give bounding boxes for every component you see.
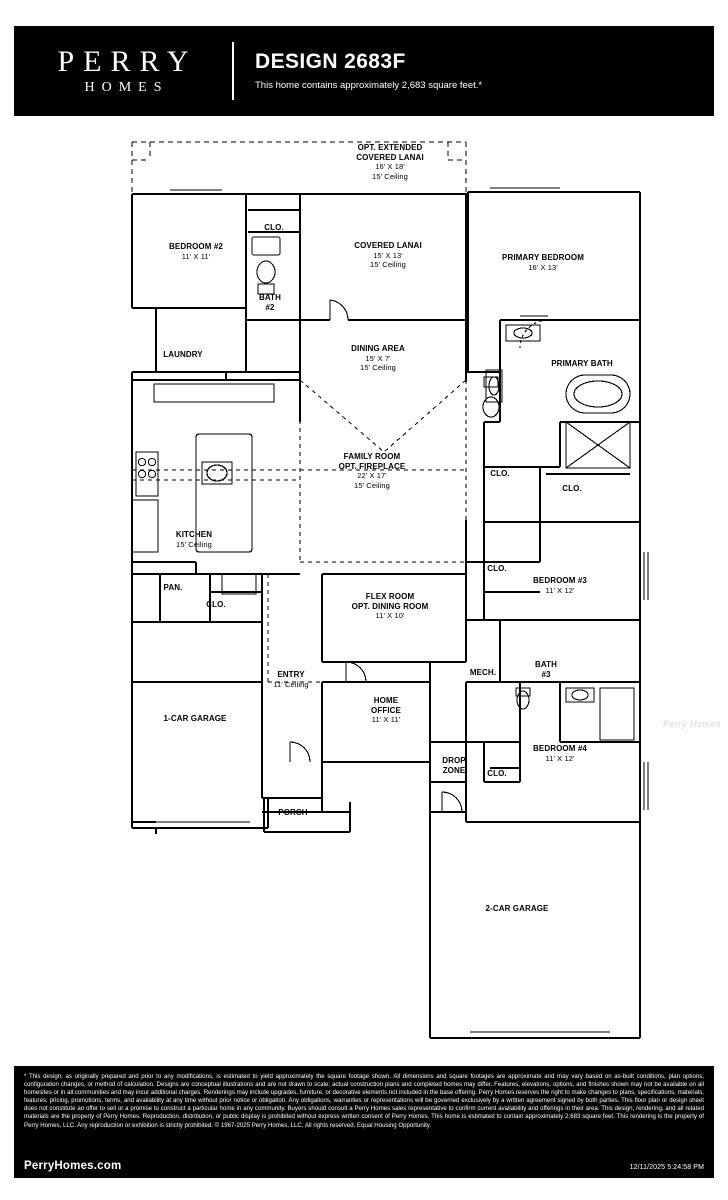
- room-label-line: ENTRY: [277, 670, 305, 679]
- room-label-line: 15' Ceiling: [370, 260, 406, 269]
- room-label-line: 11' X 12': [545, 753, 575, 763]
- website-link[interactable]: PerryHomes.com: [24, 1160, 122, 1172]
- room-label-home-office: [341, 696, 431, 725]
- room-label-line: 11' Ceiling: [273, 679, 309, 689]
- print-timestamp: 12/11/2025 5:24:58 PM: [629, 1164, 704, 1171]
- brand-name-primary: PERRY: [57, 45, 198, 78]
- room-label-line: CLO.: [490, 469, 510, 478]
- room-label-closet-bedroom-4: [479, 769, 515, 779]
- room-label-line: CLO.: [487, 769, 507, 778]
- room-label-closet-hall: [198, 600, 234, 610]
- room-label-line: BATH: [258, 293, 282, 302]
- room-label-line: OPT. EXTENDED: [357, 143, 423, 152]
- room-label-laundry: [148, 350, 218, 360]
- room-label-line: PRIMARY BATH: [551, 359, 613, 368]
- room-label-line: 11' X 11': [181, 251, 211, 261]
- room-label-bath-3: [526, 660, 566, 679]
- room-label-line: CLO.: [206, 600, 226, 609]
- room-label-line: LAUNDRY: [163, 350, 203, 359]
- room-label-line: 15' Ceiling: [354, 480, 390, 490]
- room-label-line: 15' X 13': [373, 250, 403, 260]
- footer-bar: [14, 1066, 714, 1178]
- room-label-line: 15' Ceiling: [372, 171, 408, 181]
- room-label-line: OPT. FIREPLACE: [338, 461, 406, 471]
- room-label-closet-bedroom-3: [479, 564, 515, 574]
- room-label-bath-2: [250, 293, 290, 312]
- header-text-block: [234, 50, 482, 92]
- room-label-line: COVERED LANAI: [354, 241, 422, 250]
- room-label-line: HOME: [373, 696, 399, 705]
- room-label-line: 15' Ceiling: [360, 363, 396, 372]
- room-label-line: 11' X 10': [375, 611, 405, 620]
- room-label-primary-bedroom: [468, 253, 618, 272]
- room-label-line: CLO.: [562, 484, 582, 493]
- room-label-entry: [256, 670, 326, 689]
- room-label-covered-lanai: [328, 241, 448, 270]
- brand-name-secondary: HOMES: [84, 80, 169, 95]
- room-label-line: PORCH: [278, 808, 308, 817]
- room-label-line: 16' X 18': [375, 162, 405, 171]
- room-label-line: OFFICE: [371, 705, 401, 715]
- room-label-line: 15' Ceiling: [176, 539, 212, 549]
- room-label-closet-bedroom-2: [254, 223, 294, 233]
- room-label-garage-2-car: [462, 904, 572, 914]
- perry-homes-logo: [14, 44, 232, 98]
- room-label-garage-1-car: [140, 714, 250, 724]
- room-label-line: ZONE: [442, 765, 466, 775]
- room-label-opt-extended-covered-lanai: [330, 143, 450, 181]
- room-label-line: DINING AREA: [351, 344, 405, 353]
- design-subtitle: This home contains approximately 2,683 square feet.*: [255, 80, 483, 91]
- room-label-line: 2-CAR GARAGE: [485, 904, 549, 913]
- room-label-line: 16' X 13': [528, 262, 558, 272]
- room-label-closet-primary-a: [480, 469, 520, 479]
- room-label-line: 1-CAR GARAGE: [163, 714, 227, 723]
- floor-plan-drawing: [0, 122, 728, 1062]
- room-label-line: FLEX ROOM: [365, 592, 415, 601]
- room-label-closet-primary-b: [552, 484, 592, 494]
- room-label-drop-zone: [436, 756, 472, 775]
- room-label-porch: [263, 808, 323, 818]
- room-label-line: BEDROOM #2: [169, 242, 223, 251]
- room-label-kitchen: [159, 530, 229, 549]
- room-label-line: BATH: [534, 660, 558, 669]
- room-label-bedroom-4: [505, 744, 615, 763]
- room-label-primary-bath: [527, 359, 637, 369]
- room-label-line: CLO.: [264, 223, 284, 232]
- room-label-line: BEDROOM #3: [533, 576, 587, 585]
- watermark-text: Perry Homes: [663, 719, 722, 729]
- room-label-pantry: [155, 583, 191, 593]
- room-label-line: PRIMARY BEDROOM: [502, 253, 584, 262]
- room-label-family-room: [312, 452, 432, 490]
- room-label-flex-room: [330, 592, 450, 621]
- room-label-line: MECH.: [469, 668, 497, 677]
- room-label-line: KITCHEN: [175, 530, 213, 539]
- room-label-mechanical: [461, 668, 505, 678]
- room-label-line: DROP: [442, 756, 466, 765]
- room-label-line: #3: [541, 669, 551, 679]
- legal-disclaimer: * This design, as originally prepared and prior to any modifications, is estimated to yield approximately the square footage shown. All dimensions and square footages are approximate and may vary based on as-built conditions, plan options, configuration changes, or method of calculation. Designs are conceptual illustrations and are not drawn to scale; actual construction plans and completed homes may differ. Features, elevations, options, and finishes shown may not be available on all homesites or in all communities and may incur additional charges. Renderings may include upgrades, furniture, or decorative elements not included in the base offering. Perry Homes reserves the right to make changes to plans, specifications, materials, features, pricing, promotions, terms, and availability at any time without prior notice or obligation. Any obligations, warranties or representations will be governed exclusively by a written agreement signed by both parties. This floor plan or design sheet does not constitute an offer to sell or a promise to construct a particular home in any community. Buyers should consult a Perry Homes sales representative to confirm current availability and offerings in their area. This design, rendering, and all related materials are the property of Perry Homes. Reproduction, distribution, or public display is prohibited without express written consent of Perry Homes. This home is estimated to contain approximately 2,683 square feet. This rendering is the property of Perry Homes, LLC. Any reproduction or exhibition is strictly prohibited. © 1967-2025 Perry Homes, LLC. All rights reserved. Equal Housing Opportunity.: [24, 1073, 704, 1129]
- design-title: DESIGN 2683F: [255, 50, 406, 73]
- room-label-bedroom-3: [505, 576, 615, 595]
- room-label-line: PAN.: [163, 583, 183, 592]
- header-bar: [14, 26, 714, 116]
- room-label-line: OPT. DINING ROOM: [351, 601, 429, 611]
- room-label-line: 22' X 17': [357, 471, 387, 480]
- room-label-line: COVERED LANAI: [356, 152, 424, 162]
- room-label-line: BEDROOM #4: [533, 744, 587, 753]
- room-label-line: 15' X 7': [365, 353, 391, 363]
- room-label-line: #2: [265, 302, 275, 312]
- footer-bottom-row: [24, 1160, 704, 1172]
- room-label-line: 11' X 11': [371, 715, 401, 724]
- room-label-bedroom-2: [141, 242, 251, 261]
- room-label-line: FAMILY ROOM: [343, 452, 401, 461]
- room-label-line: 11' X 12': [545, 585, 575, 595]
- room-label-dining-area: [323, 344, 433, 373]
- room-label-line: CLO.: [487, 564, 507, 573]
